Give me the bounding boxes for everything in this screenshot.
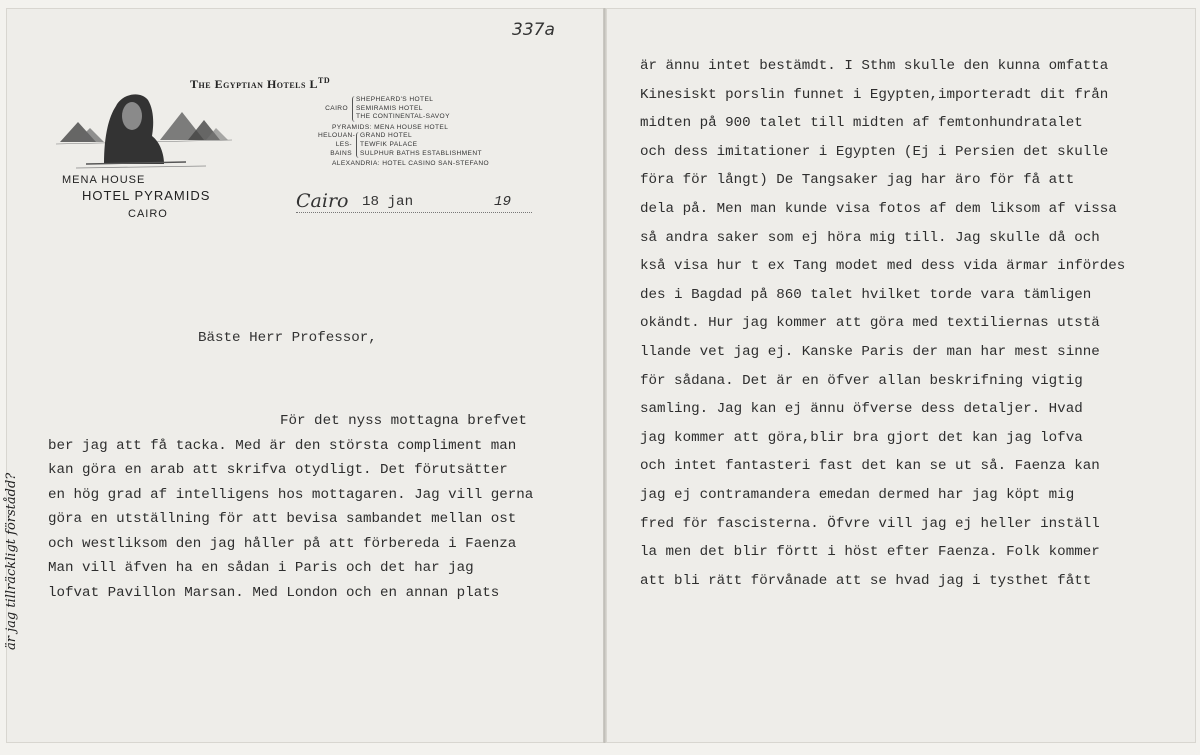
text-line: jag ej contramandera emedan dermed har jag köpt mig — [640, 486, 1075, 503]
hotel-entry: SULPHUR BATHS ESTABLISHMENT — [360, 149, 482, 157]
text-line: samling. Jag kan ej ännu öfverse dess detaljer. Hvad — [640, 401, 1083, 418]
handwritten-margin-note: är jag tillräckligt förstådd? — [4, 472, 19, 650]
letter-date: 18 jan — [362, 194, 414, 210]
text-line: la men det blir förtt i höst efter Faenza. Folk kommer — [640, 544, 1100, 561]
page-fold — [603, 8, 606, 743]
hotel-entry: THE CONTINENTAL-SAVOY — [356, 113, 450, 121]
text-line: och intet fantasteri fast det kan se ut så. Faenza kan — [640, 458, 1100, 475]
company-suffix: TD — [317, 76, 331, 85]
text-line: llande vet jag ej. Kanske Paris der man har mest sinne — [640, 343, 1100, 360]
text-line: Kinesiskt porslin funnet i Egypten,importeradt dit från — [640, 86, 1109, 103]
text-line: en hög grad af intelligens hos mottagaren. Jag vill gerna — [48, 486, 534, 503]
salutation: Bäste Herr Professor, — [198, 330, 377, 346]
text-line: För det nyss mottagna brefvet — [280, 413, 527, 429]
letter-body-right — [640, 58, 1190, 601]
place-date-line — [296, 190, 532, 213]
hotel-group-helouan — [318, 132, 489, 158]
archive-number: 337a — [512, 20, 555, 40]
text-line: fred för fascisterna. Öfvre vill jag ej heller inställ — [640, 515, 1100, 532]
letter-place: Cairo — [296, 190, 349, 212]
text-line: så andra saker som ej höra mig till. Jag skulle då och — [640, 229, 1100, 246]
hotel-entry: GRAND HOTEL — [360, 132, 413, 140]
hotel-entry: ALEXANDRIA: HOTEL CASINO SAN-STEFANO — [332, 160, 490, 168]
sphinx-pyramids-logo — [56, 84, 232, 170]
text-line: midten på 900 talet till midten af femtonhundratalet — [640, 115, 1083, 132]
hotel-entry: PYRAMIDS: MENA HOUSE HOTEL — [332, 123, 449, 131]
letter-year: 19 — [494, 194, 512, 210]
text-line: okändt. Hur jag kommer att göra med textiliernas utstä — [640, 315, 1100, 332]
text-line: göra en utställning för att bevisa sambandet mellan ost — [48, 511, 517, 527]
text-line: kså visa hur t ex Tang modet med dess vida ärmar infördes — [640, 258, 1126, 275]
hotel-list — [318, 96, 489, 169]
text-line: ber jag att få tacka. Med är den största compliment man — [48, 437, 517, 454]
hotel-name-line-1: MENA HOUSE — [62, 174, 146, 186]
text-line: dela på. Men man kunde visa fotos af dem liksom af vissa — [640, 200, 1117, 217]
letter-body-left — [48, 413, 600, 609]
hotel-group-cairo — [318, 96, 489, 122]
text-line: och dess imitationer i Egypten (Ej i Persien det skulle — [640, 143, 1109, 160]
hotel-name-line-3: CAIRO — [128, 208, 168, 220]
text-line: för sådana. Det är en öfver allan beskrifning vigtig — [640, 372, 1083, 389]
hotel-entry: SEMIRAMIS HOTEL — [356, 104, 423, 112]
text-line: är ännu intet bestämdt. I Sthm skulle den kunna omfatta — [640, 58, 1109, 74]
text-line: föra för långt) De Tangsaker jag har äro för få att — [640, 172, 1075, 189]
hotel-group-city: CAIRO — [325, 104, 348, 112]
text-line: lofvat Pavillon Marsan. Med London och en annan plats — [48, 584, 500, 601]
hotel-entry: TEWFIK PALACE — [360, 140, 418, 148]
hotel-name-line-2: HOTEL PYRAMIDS — [82, 188, 211, 203]
hotel-entry: SHEPHEARD'S HOTEL — [356, 96, 434, 103]
text-line: och westliksom den jag håller på att förbereda i Faenza — [48, 535, 517, 552]
text-line: att bli rätt förvånade att se hvad jag i tysthet fått — [640, 572, 1092, 589]
company-name: The Egyptian Hotels L — [190, 77, 318, 91]
hotel-group-city: HELOUAN-LES-BAINS — [318, 132, 356, 157]
text-line: kan göra en arab att skrifva otydligt. Det förutsätter — [48, 462, 508, 478]
text-line: des i Bagdad på 860 talet hvilket torde vara tämligen — [640, 286, 1092, 303]
text-line: Man vill äfven ha en sådan i Paris och det har jag — [48, 560, 474, 576]
text-line: jag kommer att göra,blir bra gjort det kan jag lofva — [640, 429, 1083, 446]
